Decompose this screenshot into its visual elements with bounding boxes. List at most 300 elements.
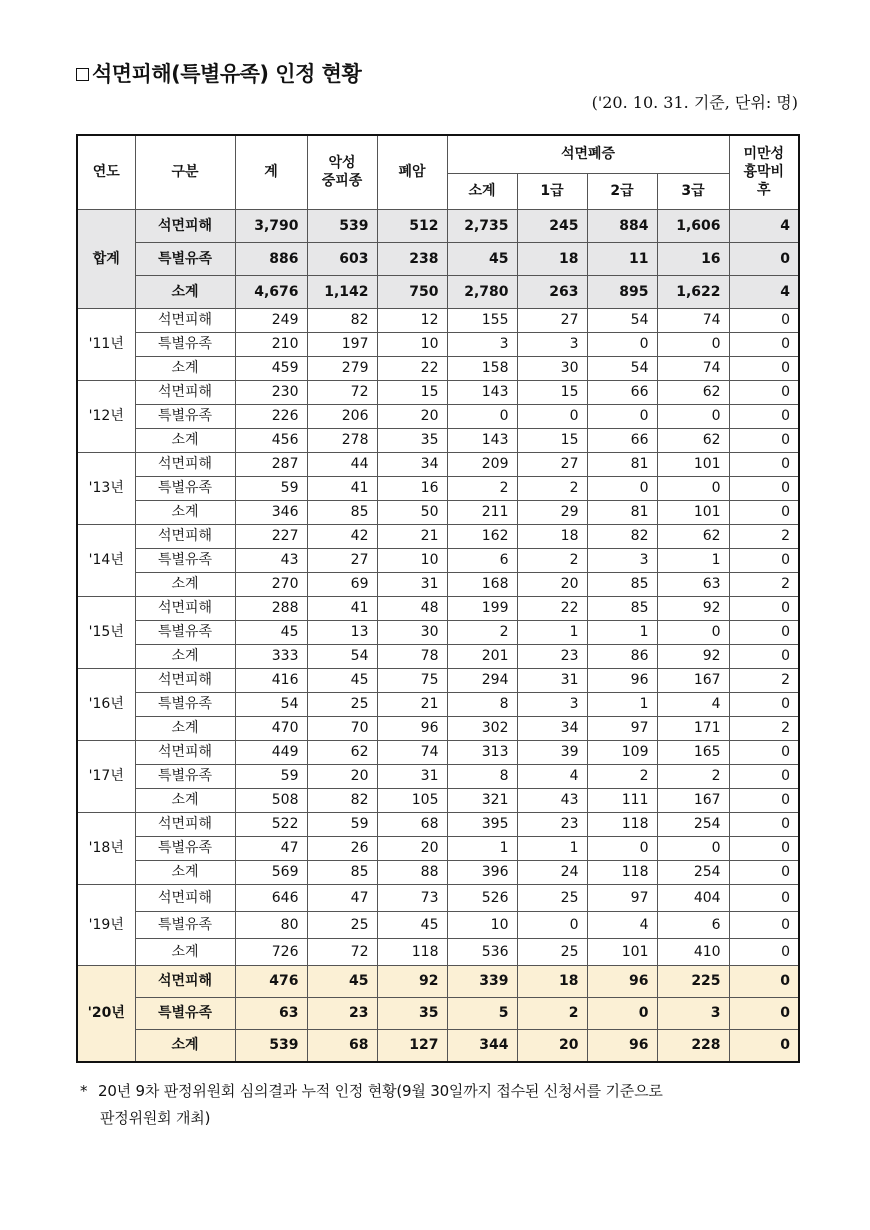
value-cell: 97 — [587, 716, 657, 740]
value-cell: 22 — [517, 596, 587, 620]
value-cell: 80 — [235, 911, 307, 938]
value-cell: 15 — [517, 428, 587, 452]
category-cell: 소계 — [135, 860, 235, 884]
value-cell: 0 — [729, 740, 799, 764]
footnote — [80, 1078, 802, 1132]
category-cell: 석면피해 — [135, 668, 235, 692]
value-cell: 143 — [447, 380, 517, 404]
value-cell: 254 — [657, 860, 729, 884]
value-cell: 15 — [517, 380, 587, 404]
value-cell: 6 — [657, 911, 729, 938]
value-cell: 66 — [587, 380, 657, 404]
table-row — [77, 740, 799, 764]
value-cell: 476 — [235, 965, 307, 997]
value-cell: 21 — [377, 524, 447, 548]
value-cell: 2 — [729, 668, 799, 692]
value-cell: 11 — [587, 242, 657, 275]
value-cell: 105 — [377, 788, 447, 812]
table-body — [77, 209, 799, 1062]
value-cell: 197 — [307, 332, 377, 356]
value-cell: 287 — [235, 452, 307, 476]
value-cell: 63 — [657, 572, 729, 596]
value-cell: 101 — [587, 938, 657, 965]
value-cell: 167 — [657, 788, 729, 812]
value-cell: 226 — [235, 404, 307, 428]
category-cell: 소계 — [135, 788, 235, 812]
value-cell: 2 — [729, 524, 799, 548]
value-cell: 0 — [587, 476, 657, 500]
value-cell: 313 — [447, 740, 517, 764]
category-cell: 석면피해 — [135, 209, 235, 242]
category-cell: 석면피해 — [135, 308, 235, 332]
value-cell: 0 — [729, 938, 799, 965]
value-cell: 109 — [587, 740, 657, 764]
value-cell: 646 — [235, 884, 307, 911]
value-cell: 92 — [657, 644, 729, 668]
year-cell: '17년 — [77, 740, 135, 812]
value-cell: 2 — [517, 997, 587, 1029]
value-cell: 72 — [307, 938, 377, 965]
value-cell: 0 — [729, 404, 799, 428]
value-cell: 459 — [235, 356, 307, 380]
value-cell: 344 — [447, 1029, 517, 1062]
value-cell: 288 — [235, 596, 307, 620]
value-cell: 45 — [235, 620, 307, 644]
table-row — [77, 812, 799, 836]
value-cell: 569 — [235, 860, 307, 884]
value-cell: 167 — [657, 668, 729, 692]
value-cell: 0 — [517, 404, 587, 428]
category-cell: 특별유족 — [135, 332, 235, 356]
value-cell: 118 — [587, 812, 657, 836]
value-cell: 1 — [657, 548, 729, 572]
table-row — [77, 500, 799, 524]
value-cell: 27 — [517, 308, 587, 332]
value-cell: 0 — [729, 1029, 799, 1062]
value-cell: 0 — [587, 997, 657, 1029]
value-cell: 74 — [657, 308, 729, 332]
value-cell: 2 — [517, 548, 587, 572]
table-row — [77, 404, 799, 428]
value-cell: 227 — [235, 524, 307, 548]
value-cell: 47 — [235, 836, 307, 860]
page-title — [76, 58, 361, 88]
category-cell: 소계 — [135, 716, 235, 740]
header-lung-cancer: 폐암 — [377, 135, 447, 209]
value-cell: 750 — [377, 275, 447, 308]
value-cell: 895 — [587, 275, 657, 308]
table-row — [77, 572, 799, 596]
value-cell: 0 — [447, 404, 517, 428]
value-cell: 45 — [377, 911, 447, 938]
value-cell: 2 — [729, 716, 799, 740]
value-cell: 4 — [729, 209, 799, 242]
value-cell: 59 — [235, 476, 307, 500]
value-cell: 59 — [235, 764, 307, 788]
value-cell: 20 — [377, 404, 447, 428]
value-cell: 230 — [235, 380, 307, 404]
category-cell: 소계 — [135, 572, 235, 596]
value-cell: 1 — [517, 620, 587, 644]
value-cell: 96 — [377, 716, 447, 740]
table-row — [77, 938, 799, 965]
value-cell: 70 — [307, 716, 377, 740]
category-cell: 소계 — [135, 356, 235, 380]
value-cell: 3 — [447, 332, 517, 356]
value-cell: 0 — [729, 242, 799, 275]
value-cell: 263 — [517, 275, 587, 308]
value-cell: 4 — [657, 692, 729, 716]
value-cell: 279 — [307, 356, 377, 380]
value-cell: 59 — [307, 812, 377, 836]
value-cell: 23 — [517, 812, 587, 836]
header-grade1: 1급 — [517, 173, 587, 209]
value-cell: 26 — [307, 836, 377, 860]
value-cell: 158 — [447, 356, 517, 380]
table-row — [77, 332, 799, 356]
value-cell: 10 — [377, 332, 447, 356]
table-row — [77, 242, 799, 275]
year-cell: '15년 — [77, 596, 135, 668]
value-cell: 81 — [587, 452, 657, 476]
table-row — [77, 644, 799, 668]
table-row — [77, 716, 799, 740]
value-cell: 96 — [587, 1029, 657, 1062]
category-cell: 석면피해 — [135, 452, 235, 476]
value-cell: 209 — [447, 452, 517, 476]
value-cell: 539 — [307, 209, 377, 242]
value-cell: 20 — [377, 836, 447, 860]
value-cell: 25 — [517, 938, 587, 965]
table-row — [77, 308, 799, 332]
value-cell: 54 — [307, 644, 377, 668]
value-cell: 127 — [377, 1029, 447, 1062]
value-cell: 8 — [447, 764, 517, 788]
value-cell: 245 — [517, 209, 587, 242]
year-cell: '11년 — [77, 308, 135, 380]
value-cell: 30 — [517, 356, 587, 380]
value-cell: 1 — [587, 692, 657, 716]
value-cell: 4 — [517, 764, 587, 788]
table-row — [77, 548, 799, 572]
value-cell: 0 — [729, 692, 799, 716]
header-category: 구분 — [135, 135, 235, 209]
value-cell: 254 — [657, 812, 729, 836]
value-cell: 508 — [235, 788, 307, 812]
category-cell: 특별유족 — [135, 836, 235, 860]
category-cell: 특별유족 — [135, 404, 235, 428]
table-row — [77, 428, 799, 452]
value-cell: 75 — [377, 668, 447, 692]
value-cell: 25 — [307, 911, 377, 938]
value-cell: 0 — [587, 404, 657, 428]
value-cell: 302 — [447, 716, 517, 740]
table-row — [77, 836, 799, 860]
value-cell: 238 — [377, 242, 447, 275]
value-cell: 13 — [307, 620, 377, 644]
value-cell: 25 — [517, 884, 587, 911]
value-cell: 536 — [447, 938, 517, 965]
table-header — [77, 135, 799, 209]
value-cell: 6 — [447, 548, 517, 572]
reference-date-note: ('20. 10. 31. 기준, 단위: 명) — [591, 93, 798, 112]
value-cell: 18 — [517, 524, 587, 548]
value-cell: 5 — [447, 997, 517, 1029]
year-cell: '16년 — [77, 668, 135, 740]
value-cell: 82 — [587, 524, 657, 548]
value-cell: 0 — [729, 548, 799, 572]
value-cell: 0 — [729, 308, 799, 332]
value-cell: 2 — [447, 476, 517, 500]
value-cell: 54 — [235, 692, 307, 716]
value-cell: 1,606 — [657, 209, 729, 242]
value-cell: 165 — [657, 740, 729, 764]
category-cell: 특별유족 — [135, 548, 235, 572]
value-cell: 2 — [587, 764, 657, 788]
value-cell: 0 — [729, 911, 799, 938]
value-cell: 62 — [657, 524, 729, 548]
value-cell: 74 — [377, 740, 447, 764]
year-cell: '12년 — [77, 380, 135, 452]
value-cell: 34 — [517, 716, 587, 740]
value-cell: 18 — [517, 242, 587, 275]
value-cell: 270 — [235, 572, 307, 596]
table-row — [77, 275, 799, 308]
category-cell: 소계 — [135, 938, 235, 965]
table-row — [77, 965, 799, 997]
value-cell: 0 — [729, 500, 799, 524]
value-cell: 85 — [307, 860, 377, 884]
value-cell: 41 — [307, 596, 377, 620]
category-cell: 석면피해 — [135, 380, 235, 404]
value-cell: 12 — [377, 308, 447, 332]
value-cell: 0 — [657, 404, 729, 428]
value-cell: 27 — [517, 452, 587, 476]
value-cell: 1 — [587, 620, 657, 644]
value-cell: 395 — [447, 812, 517, 836]
value-cell: 1,142 — [307, 275, 377, 308]
category-cell: 석면피해 — [135, 596, 235, 620]
value-cell: 8 — [447, 692, 517, 716]
value-cell: 526 — [447, 884, 517, 911]
value-cell: 0 — [729, 764, 799, 788]
value-cell: 3 — [517, 332, 587, 356]
value-cell: 45 — [307, 965, 377, 997]
value-cell: 22 — [377, 356, 447, 380]
value-cell: 211 — [447, 500, 517, 524]
table-row — [77, 884, 799, 911]
value-cell: 0 — [729, 836, 799, 860]
table-row — [77, 452, 799, 476]
value-cell: 228 — [657, 1029, 729, 1062]
value-cell: 62 — [307, 740, 377, 764]
value-cell: 68 — [377, 812, 447, 836]
category-cell: 석면피해 — [135, 524, 235, 548]
category-cell: 특별유족 — [135, 911, 235, 938]
value-cell: 92 — [377, 965, 447, 997]
value-cell: 81 — [587, 500, 657, 524]
value-cell: 16 — [657, 242, 729, 275]
value-cell: 39 — [517, 740, 587, 764]
value-cell: 35 — [377, 997, 447, 1029]
value-cell: 24 — [517, 860, 587, 884]
value-cell: 0 — [729, 380, 799, 404]
value-cell: 82 — [307, 308, 377, 332]
category-cell: 석면피해 — [135, 965, 235, 997]
value-cell: 43 — [235, 548, 307, 572]
value-cell: 73 — [377, 884, 447, 911]
value-cell: 294 — [447, 668, 517, 692]
value-cell: 31 — [517, 668, 587, 692]
value-cell: 101 — [657, 452, 729, 476]
value-cell: 726 — [235, 938, 307, 965]
value-cell: 886 — [235, 242, 307, 275]
value-cell: 0 — [657, 836, 729, 860]
value-cell: 0 — [657, 620, 729, 644]
value-cell: 3,790 — [235, 209, 307, 242]
value-cell: 21 — [377, 692, 447, 716]
value-cell: 2 — [657, 764, 729, 788]
table-row — [77, 524, 799, 548]
header-mesothelioma: 악성 중피종 — [307, 135, 377, 209]
value-cell: 31 — [377, 764, 447, 788]
value-cell: 45 — [447, 242, 517, 275]
value-cell: 111 — [587, 788, 657, 812]
value-cell: 85 — [587, 596, 657, 620]
value-cell: 456 — [235, 428, 307, 452]
category-cell: 특별유족 — [135, 764, 235, 788]
value-cell: 42 — [307, 524, 377, 548]
value-cell: 0 — [729, 644, 799, 668]
value-cell: 155 — [447, 308, 517, 332]
year-cell: '19년 — [77, 884, 135, 965]
value-cell: 10 — [447, 911, 517, 938]
value-cell: 0 — [729, 476, 799, 500]
category-cell: 특별유족 — [135, 620, 235, 644]
value-cell: 18 — [517, 965, 587, 997]
value-cell: 66 — [587, 428, 657, 452]
value-cell: 0 — [729, 997, 799, 1029]
value-cell: 225 — [657, 965, 729, 997]
value-cell: 0 — [729, 884, 799, 911]
value-cell: 249 — [235, 308, 307, 332]
value-cell: 0 — [729, 860, 799, 884]
value-cell: 449 — [235, 740, 307, 764]
value-cell: 118 — [377, 938, 447, 965]
header-grade2: 2급 — [587, 173, 657, 209]
category-cell: 소계 — [135, 644, 235, 668]
value-cell: 339 — [447, 965, 517, 997]
value-cell: 29 — [517, 500, 587, 524]
value-cell: 45 — [307, 668, 377, 692]
value-cell: 34 — [377, 452, 447, 476]
value-cell: 3 — [587, 548, 657, 572]
value-cell: 82 — [307, 788, 377, 812]
value-cell: 63 — [235, 997, 307, 1029]
value-cell: 2 — [447, 620, 517, 644]
value-cell: 86 — [587, 644, 657, 668]
table-row — [77, 860, 799, 884]
value-cell: 2,735 — [447, 209, 517, 242]
value-cell: 3 — [657, 997, 729, 1029]
value-cell: 88 — [377, 860, 447, 884]
value-cell: 206 — [307, 404, 377, 428]
value-cell: 2 — [517, 476, 587, 500]
value-cell: 0 — [657, 476, 729, 500]
table-row — [77, 1029, 799, 1062]
value-cell: 62 — [657, 428, 729, 452]
table-row — [77, 209, 799, 242]
value-cell: 25 — [307, 692, 377, 716]
value-cell: 4 — [587, 911, 657, 938]
square-bullet-icon — [76, 68, 89, 81]
category-cell: 특별유족 — [135, 476, 235, 500]
value-cell: 101 — [657, 500, 729, 524]
value-cell: 20 — [307, 764, 377, 788]
value-cell: 416 — [235, 668, 307, 692]
value-cell: 20 — [517, 1029, 587, 1062]
category-cell: 소계 — [135, 275, 235, 308]
table-row — [77, 911, 799, 938]
value-cell: 470 — [235, 716, 307, 740]
value-cell: 539 — [235, 1029, 307, 1062]
year-cell: '18년 — [77, 812, 135, 884]
value-cell: 15 — [377, 380, 447, 404]
table-row — [77, 596, 799, 620]
category-cell: 특별유족 — [135, 997, 235, 1029]
value-cell: 47 — [307, 884, 377, 911]
value-cell: 97 — [587, 884, 657, 911]
value-cell: 10 — [377, 548, 447, 572]
value-cell: 4,676 — [235, 275, 307, 308]
value-cell: 92 — [657, 596, 729, 620]
value-cell: 3 — [517, 692, 587, 716]
category-cell: 소계 — [135, 428, 235, 452]
table-row — [77, 476, 799, 500]
value-cell: 210 — [235, 332, 307, 356]
value-cell: 0 — [729, 620, 799, 644]
value-cell: 512 — [377, 209, 447, 242]
recognition-status-table — [76, 134, 800, 1063]
value-cell: 74 — [657, 356, 729, 380]
value-cell: 2,780 — [447, 275, 517, 308]
value-cell: 168 — [447, 572, 517, 596]
value-cell: 54 — [587, 356, 657, 380]
value-cell: 4 — [729, 275, 799, 308]
value-cell: 30 — [377, 620, 447, 644]
table-row — [77, 692, 799, 716]
value-cell: 0 — [517, 911, 587, 938]
footnote-text-1: 20년 9차 판정위원회 심의결과 누적 인정 현황(9월 30일까지 접수된 신청서를 기준으로 — [98, 1082, 663, 1100]
value-cell: 31 — [377, 572, 447, 596]
category-cell: 특별유족 — [135, 692, 235, 716]
value-cell: 199 — [447, 596, 517, 620]
category-cell: 특별유족 — [135, 242, 235, 275]
value-cell: 44 — [307, 452, 377, 476]
header-total: 계 — [235, 135, 307, 209]
year-cell: 합계 — [77, 209, 135, 308]
value-cell: 333 — [235, 644, 307, 668]
value-cell: 0 — [729, 356, 799, 380]
table-row — [77, 788, 799, 812]
footnote-marker: * — [80, 1082, 88, 1100]
category-cell: 석면피해 — [135, 740, 235, 764]
value-cell: 404 — [657, 884, 729, 911]
value-cell: 41 — [307, 476, 377, 500]
footnote-line-2: 판정위원회 개최) — [100, 1109, 211, 1127]
table-row — [77, 997, 799, 1029]
year-cell: '20년 — [77, 965, 135, 1062]
